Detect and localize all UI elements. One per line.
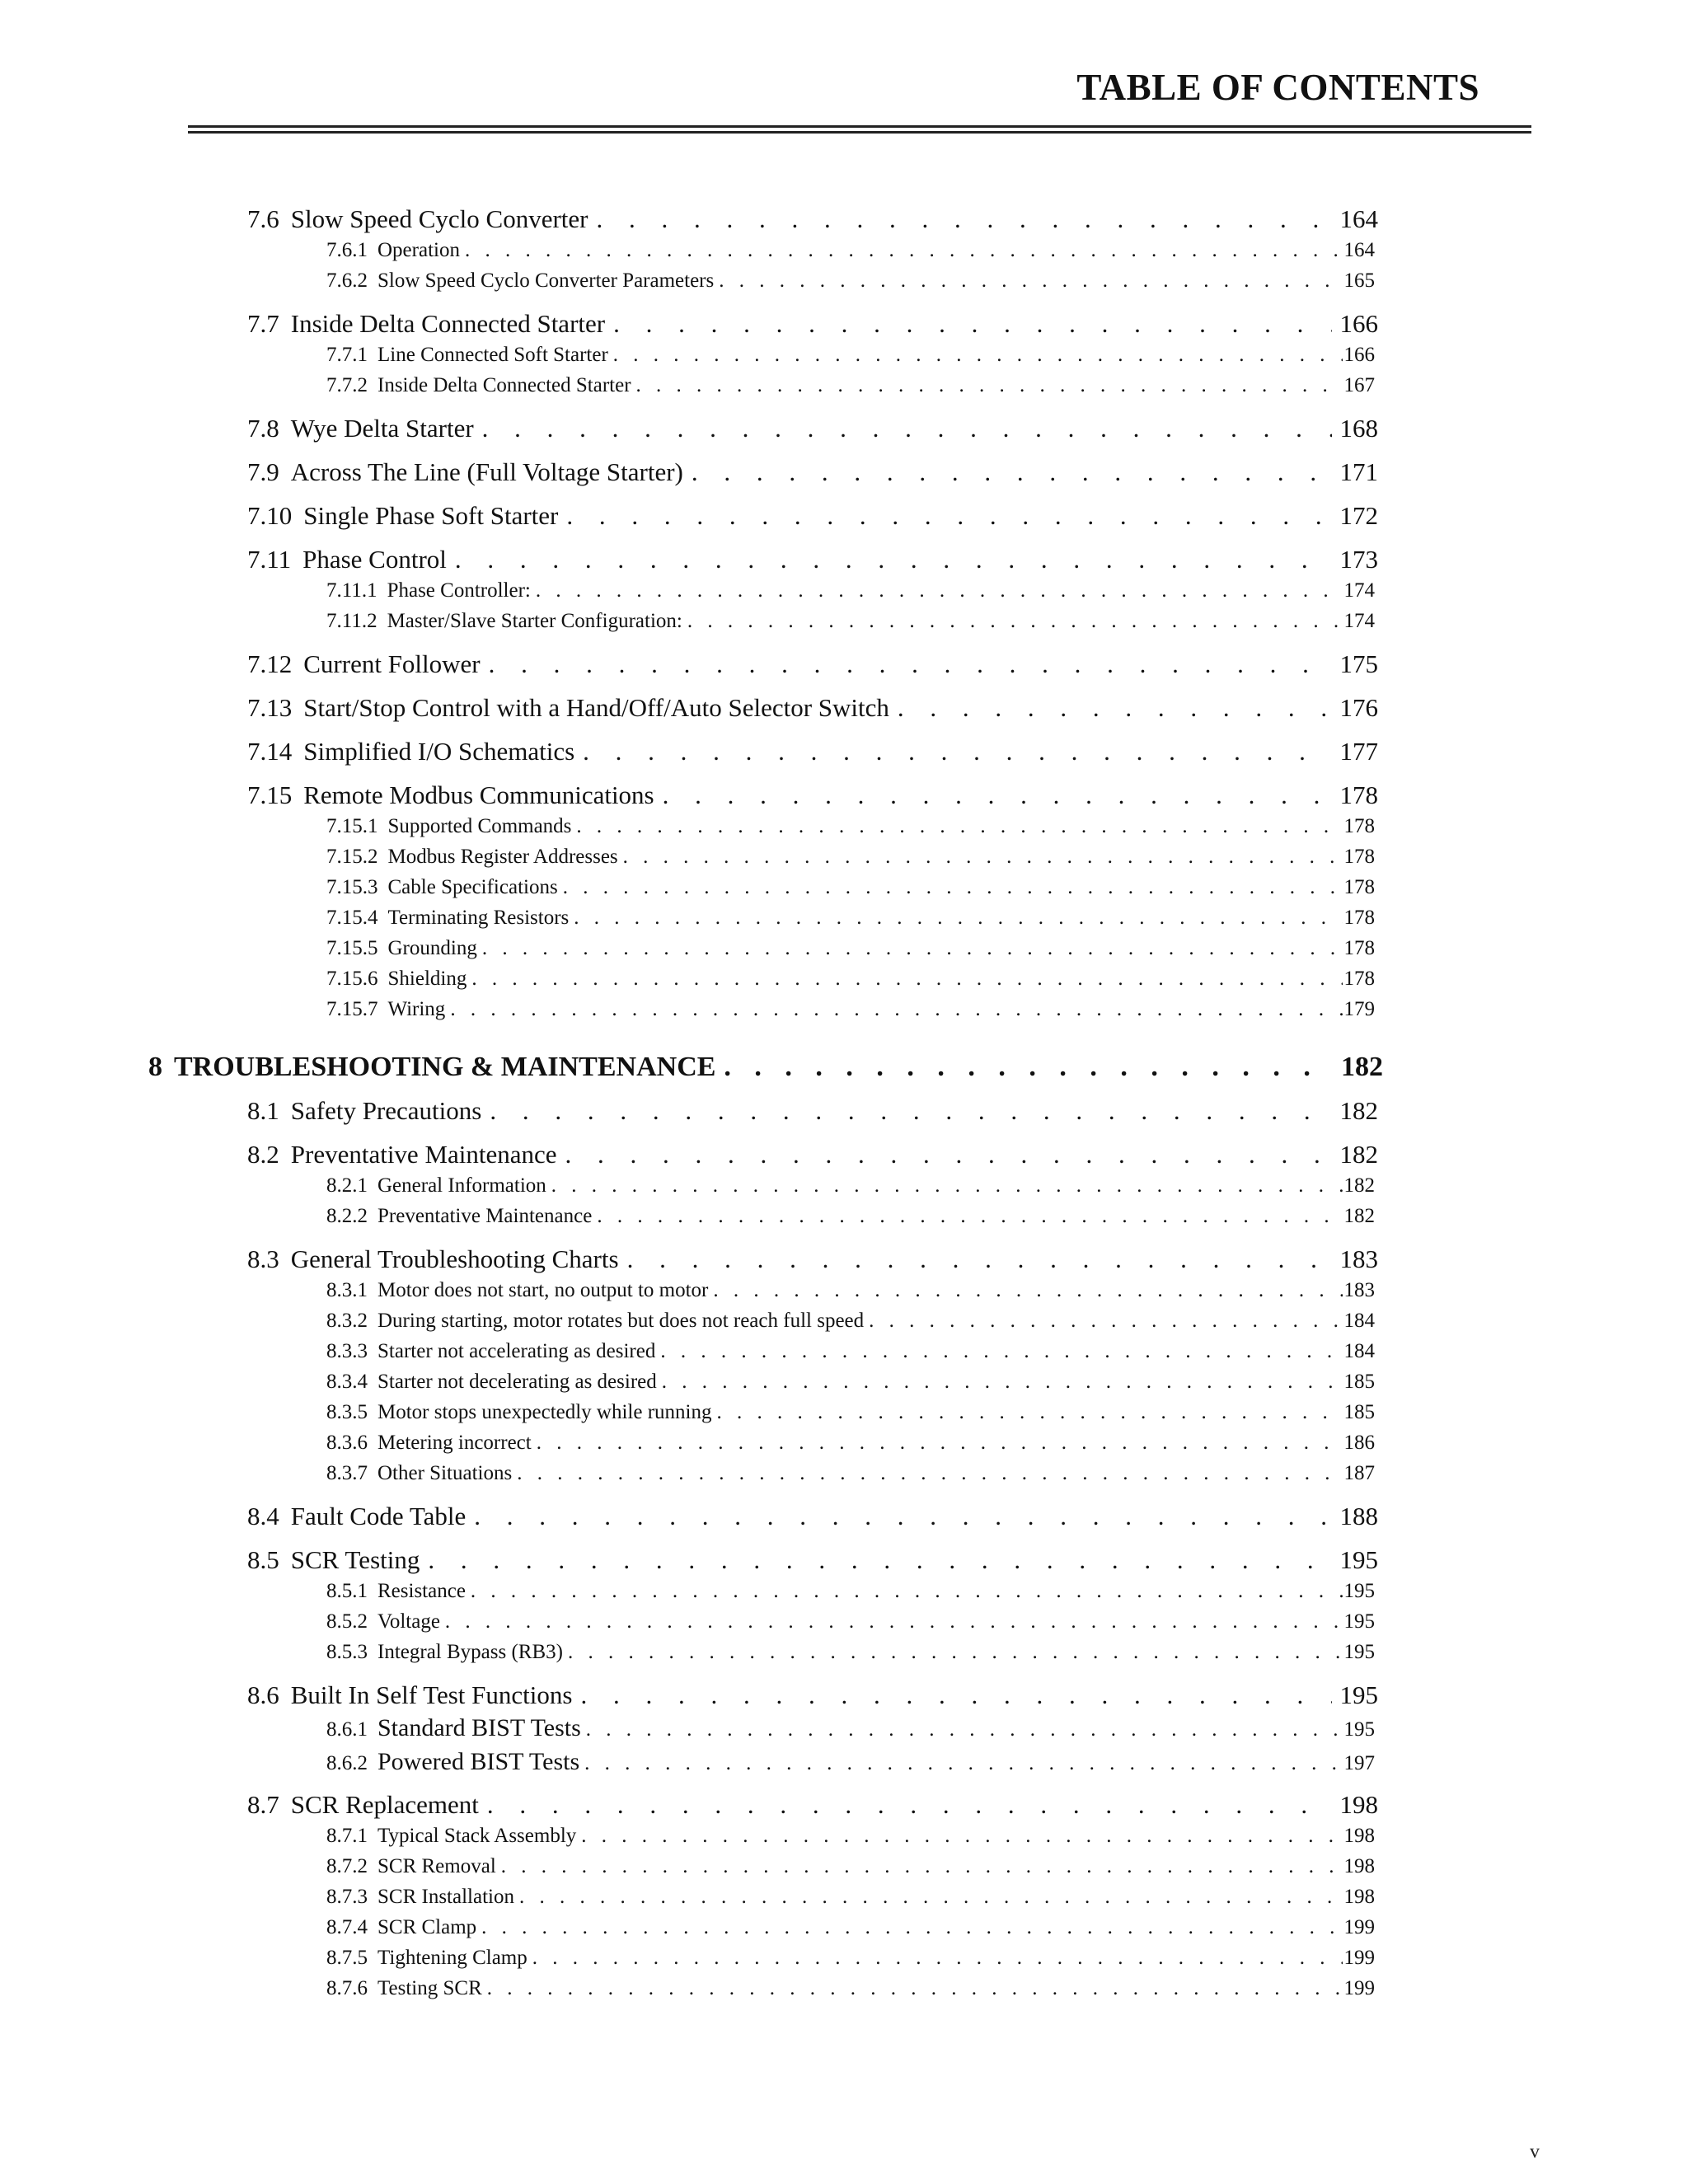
toc-page-number: 195	[1339, 1545, 1378, 1574]
toc-page-number: 183	[1339, 1244, 1378, 1273]
page-title: TABLE OF CONTENTS	[1076, 67, 1479, 108]
toc-section-entry[interactable]	[247, 1244, 1378, 1274]
toc-entry-title: Starter not decelerating as desired	[377, 1371, 657, 1393]
toc-section-entry[interactable]	[247, 693, 1378, 723]
toc-dot-leader	[898, 693, 1332, 723]
toc-entry-number: 7.7	[247, 309, 279, 338]
toc-entry-title: Phase Controller:	[387, 579, 531, 602]
toc-dot-leader	[471, 968, 1342, 991]
toc-page-number: 175	[1339, 649, 1378, 678]
toc-dot-leader	[465, 239, 1343, 263]
toc-entry-number: 8.7.5	[326, 1947, 368, 1969]
toc-page-number: 178	[1343, 968, 1375, 990]
toc-subsection-entry[interactable]	[326, 1748, 1375, 1777]
toc-entry-title: Cable Specifications	[387, 876, 558, 898]
toc-dot-leader	[563, 876, 1343, 900]
toc-page-number: 182	[1339, 1096, 1378, 1125]
toc-page-number: 188	[1339, 1502, 1378, 1530]
toc-dot-leader	[692, 457, 1332, 487]
toc-entry-title: Voltage	[377, 1610, 440, 1633]
toc-entry-number: 7.15.5	[326, 937, 378, 959]
toc-subsection-entry[interactable]	[326, 907, 1375, 930]
toc-page-number: 184	[1343, 1310, 1375, 1332]
toc-entry-number: 7.8	[247, 414, 279, 443]
toc-entry-number: 7.13	[247, 693, 293, 722]
toc-dot-leader	[583, 737, 1331, 766]
toc-dot-leader	[445, 1610, 1343, 1634]
toc-entry-title: Modbus Register Addresses	[387, 846, 618, 868]
toc-dot-leader	[687, 610, 1343, 634]
toc-page-number: 195	[1343, 1718, 1375, 1741]
toc-subsection-entry[interactable]	[326, 937, 1375, 961]
toc-page-number: 178	[1343, 907, 1375, 929]
toc-entry-title: Fault Code Table	[290, 1502, 467, 1530]
toc-dot-leader	[519, 1886, 1343, 1910]
toc-dot-leader	[581, 1825, 1342, 1849]
toc-page-number: 185	[1343, 1401, 1375, 1423]
toc-page-number: 195	[1343, 1610, 1375, 1633]
toc-entry-title: Motor does not start, no output to motor	[377, 1279, 709, 1301]
toc-entry-number: 7.15.1	[326, 815, 378, 837]
toc-section-entry[interactable]	[247, 309, 1378, 339]
toc-subsection-entry[interactable]	[326, 579, 1375, 603]
toc-entry-number: 7.15.3	[326, 876, 378, 898]
toc-dot-leader	[713, 1279, 1342, 1303]
toc-entry-number: 8.3.6	[326, 1432, 368, 1454]
toc-entry-number: 8.3.7	[326, 1462, 368, 1484]
toc-subsection-entry[interactable]	[326, 1977, 1375, 2001]
toc-entry-title: During starting, motor rotates but does not reach full speed	[377, 1310, 865, 1332]
toc-entry-number: 7.14	[247, 737, 293, 766]
toc-page-number: 174	[1343, 579, 1375, 602]
toc-dot-leader	[568, 1641, 1343, 1665]
toc-entry-number: 8.7.1	[326, 1825, 368, 1847]
toc-entry-number: 8.2.1	[326, 1174, 368, 1197]
toc-page-number: 184	[1343, 1340, 1375, 1362]
toc-entry-number: 7.10	[247, 501, 293, 530]
toc-subsection-entry[interactable]	[326, 1855, 1375, 1879]
toc-entry-number: 7.11.1	[326, 579, 377, 602]
toc-entry-title: Inside Delta Connected Starter	[290, 309, 606, 338]
toc-subsection-entry[interactable]	[326, 1310, 1375, 1333]
toc-subsection-entry[interactable]	[326, 344, 1375, 368]
toc-entry-number: 7.15.4	[326, 907, 378, 929]
toc-page-number: 198	[1343, 1825, 1375, 1847]
toc-entry-number: 8.5.3	[326, 1641, 368, 1663]
toc-dot-leader	[613, 344, 1343, 368]
toc-dot-leader	[474, 1502, 1331, 1531]
toc-page-number: 164	[1339, 204, 1378, 233]
toc-subsection-entry[interactable]	[326, 1401, 1375, 1425]
toc-subsection-entry[interactable]	[326, 1610, 1375, 1634]
toc-entry-title: Single Phase Soft Starter	[303, 501, 559, 530]
toc-page-number: 199	[1343, 1977, 1375, 1999]
toc-page-number: 164	[1343, 239, 1375, 261]
toc-subsection-entry[interactable]	[326, 1371, 1375, 1394]
toc-page-number: 198	[1343, 1886, 1375, 1908]
toc-dot-leader	[501, 1855, 1343, 1879]
toc-entry-number: 8.3	[247, 1244, 279, 1273]
toc-entry-title: Preventative Maintenance	[377, 1205, 593, 1227]
toc-section-entry[interactable]	[247, 1545, 1378, 1575]
toc-entry-number: 7.15.6	[326, 968, 378, 990]
toc-subsection-entry[interactable]	[326, 1886, 1375, 1910]
toc-entry-number: 7.7.2	[326, 374, 368, 396]
toc-page-number: 199	[1343, 1916, 1375, 1938]
toc-entry-title: Wye Delta Starter	[290, 414, 474, 443]
toc-page-number: 183	[1343, 1279, 1375, 1301]
toc-entry-title: Phase Control	[302, 545, 447, 574]
toc-page-number: 178	[1339, 780, 1378, 809]
toc-subsection-entry[interactable]	[326, 269, 1375, 293]
toc-entry-number: 8.1	[247, 1096, 279, 1125]
toc-page-number: 186	[1343, 1432, 1375, 1454]
toc-entry-title: Testing SCR	[377, 1977, 482, 1999]
toc-page-number: 167	[1343, 374, 1375, 396]
toc-entry-number: 8.3.2	[326, 1310, 368, 1332]
toc-section-entry[interactable]	[247, 1502, 1378, 1531]
toc-dot-leader	[517, 1462, 1342, 1486]
toc-subsection-entry[interactable]	[326, 1340, 1375, 1364]
toc-section-entry[interactable]	[247, 1140, 1378, 1169]
toc-page-number: 174	[1343, 610, 1375, 632]
toc-entry-title: Remote Modbus Communications	[303, 780, 654, 809]
toc-entry-number: 8.7.6	[326, 1977, 368, 1999]
toc-subsection-entry[interactable]	[326, 998, 1375, 1022]
toc-entry-number: 8.5.2	[326, 1610, 368, 1633]
toc-dot-leader	[623, 846, 1343, 869]
toc-dot-leader	[537, 1432, 1343, 1455]
toc-entry-title: Slow Speed Cyclo Converter	[290, 204, 588, 233]
toc-entry-number: 8.6.2	[326, 1752, 368, 1774]
toc-section-entry[interactable]	[247, 1790, 1378, 1820]
toc-page-number: 182	[1343, 1205, 1375, 1227]
toc-entry-number: 8.3.5	[326, 1401, 368, 1423]
toc-entry-number: 8	[148, 1052, 162, 1082]
toc-dot-leader	[455, 545, 1332, 574]
toc-page-number: 195	[1343, 1641, 1375, 1663]
toc-page-number: 178	[1343, 937, 1375, 959]
toc-dot-leader	[627, 1244, 1332, 1274]
toc-entry-title: TROUBLESHOOTING & MAINTENANCE	[174, 1052, 716, 1082]
toc-entry-number: 8.3.4	[326, 1371, 368, 1393]
toc-subsection-entry[interactable]	[326, 968, 1375, 991]
toc-entry-title: Simplified I/O Schematics	[303, 737, 575, 766]
toc-dot-leader	[481, 1916, 1342, 1940]
toc-entry-title: Wiring	[387, 998, 446, 1020]
toc-page-number: 195	[1343, 1580, 1375, 1602]
toc-entry-title: Motor stops unexpectedly while running	[377, 1401, 712, 1423]
toc-entry-title: Resistance	[377, 1580, 466, 1602]
toc-entry-number: 7.11.2	[326, 610, 377, 632]
toc-entry-title: SCR Clamp	[377, 1916, 477, 1938]
toc-entry-number: 7.6.1	[326, 239, 368, 261]
toc-page-number: 185	[1343, 1371, 1375, 1393]
toc-entry-title: Integral Bypass (RB3)	[377, 1641, 563, 1663]
toc-section-entry[interactable]	[247, 1096, 1378, 1126]
toc-subsection-entry[interactable]	[326, 1432, 1375, 1455]
toc-subsection-entry[interactable]	[326, 1947, 1375, 1971]
toc-entry-title: SCR Removal	[377, 1855, 496, 1877]
toc-entry-title: Built In Self Test Functions	[290, 1680, 573, 1709]
toc-subsection-entry[interactable]	[326, 1825, 1375, 1849]
page-number: v	[1530, 2141, 1540, 2163]
toc-entry-number: 8.6.1	[326, 1718, 368, 1741]
toc-dot-leader	[536, 579, 1343, 603]
toc-dot-leader	[532, 1947, 1343, 1971]
toc-entry-title: Across The Line (Full Voltage Starter)	[290, 457, 683, 486]
toc-entry-number: 7.15	[247, 780, 293, 809]
toc-dot-leader	[471, 1580, 1343, 1604]
toc-subsection-entry[interactable]	[326, 1580, 1375, 1604]
toc-entry-number: 7.15.7	[326, 998, 378, 1020]
toc-entry-title: General Troubleshooting Charts	[290, 1244, 619, 1273]
toc-dot-leader	[489, 649, 1332, 679]
toc-entry-title: SCR Installation	[377, 1886, 514, 1908]
toc-subsection-entry[interactable]	[326, 1174, 1375, 1198]
toc-dot-leader	[487, 1790, 1332, 1820]
toc-page-number: 166	[1343, 344, 1375, 366]
toc-entry-title: Shielding	[387, 968, 467, 990]
toc-entry-number: 8.3.1	[326, 1279, 368, 1301]
toc-page-number: 178	[1343, 846, 1375, 868]
toc-subsection-entry[interactable]	[326, 815, 1375, 839]
toc-dot-leader	[487, 1977, 1343, 2001]
toc-dot-leader	[717, 1401, 1343, 1425]
toc-subsection-entry[interactable]	[326, 1462, 1375, 1486]
toc-page-number: 198	[1343, 1855, 1375, 1877]
toc-subsection-entry[interactable]	[326, 239, 1375, 263]
toc-dot-leader	[580, 1680, 1331, 1710]
toc-page-number: 195	[1339, 1680, 1378, 1709]
toc-subsection-entry[interactable]	[326, 1714, 1375, 1743]
toc-page-number: 165	[1343, 269, 1375, 292]
toc-dot-leader	[636, 374, 1343, 398]
toc-dot-leader	[565, 1140, 1332, 1169]
toc-entry-number: 8.2	[247, 1140, 279, 1169]
toc-entry-title: Terminating Resistors	[387, 907, 570, 929]
toc-entry-number: 8.4	[247, 1502, 279, 1530]
toc-subsection-entry[interactable]	[326, 610, 1375, 634]
toc-subsection-entry[interactable]	[326, 1641, 1375, 1665]
toc-entry-title: Standard BIST Tests	[377, 1714, 581, 1741]
toc-dot-leader	[566, 501, 1331, 531]
toc-subsection-entry[interactable]	[326, 374, 1375, 398]
toc-entry-title: Safety Precautions	[290, 1096, 482, 1125]
toc-dot-leader	[490, 1096, 1331, 1126]
toc-entry-title: General Information	[377, 1174, 546, 1197]
toc-page-number: 187	[1343, 1462, 1375, 1484]
toc-dot-leader	[482, 937, 1343, 961]
toc-page-number: 197	[1343, 1752, 1375, 1774]
toc-dot-leader	[597, 1205, 1342, 1229]
toc-page-number: 178	[1343, 815, 1375, 837]
toc-subsection-entry[interactable]	[326, 1205, 1375, 1229]
toc-entry-title: Start/Stop Control with a Hand/Off/Auto Selector Switch	[303, 693, 889, 722]
toc-section-entry[interactable]	[247, 414, 1378, 443]
toc-dot-leader	[613, 309, 1331, 339]
toc-page-number: 166	[1339, 309, 1378, 338]
toc-entry-title: SCR Replacement	[290, 1790, 479, 1819]
toc-entry-title: Starter not accelerating as desired	[377, 1340, 656, 1362]
toc-page-number: 199	[1343, 1947, 1375, 1969]
toc-entry-title: Operation	[377, 239, 460, 261]
toc-subsection-entry[interactable]	[326, 876, 1375, 900]
toc-dot-leader	[574, 907, 1342, 930]
toc-page-number: 182	[1341, 1052, 1383, 1082]
toc-section-entry[interactable]	[247, 780, 1378, 810]
toc-section-entry[interactable]	[247, 457, 1378, 487]
toc-dot-leader	[584, 1748, 1342, 1777]
toc-dot-leader	[597, 204, 1332, 234]
toc-dot-leader	[869, 1310, 1342, 1333]
toc-dot-leader	[428, 1545, 1331, 1575]
toc-entry-title: Grounding	[387, 937, 477, 959]
toc-entry-title: Master/Slave Starter Configuration:	[387, 610, 682, 632]
toc-dot-leader	[660, 1340, 1342, 1364]
toc-page-number: 179	[1343, 998, 1375, 1020]
toc-page-number: 182	[1339, 1140, 1378, 1169]
toc-entry-number: 7.12	[247, 649, 293, 678]
toc-entry-title: Inside Delta Connected Starter	[377, 374, 631, 396]
toc-page-number: 177	[1339, 737, 1378, 766]
toc-dot-leader	[482, 414, 1332, 443]
toc-page-number: 182	[1343, 1174, 1375, 1197]
toc-page-number: 168	[1339, 414, 1378, 443]
toc-entry-title: Powered BIST Tests	[377, 1748, 580, 1775]
toc-dot-leader	[663, 780, 1332, 810]
toc-entry-number: 8.5.1	[326, 1580, 368, 1602]
toc-entry-number: 8.7	[247, 1790, 279, 1819]
toc-entry-number: 7.6	[247, 204, 279, 233]
toc-section-entry[interactable]	[247, 501, 1378, 531]
toc-dot-leader	[586, 1714, 1343, 1743]
toc-entry-title: Typical Stack Assembly	[377, 1825, 577, 1847]
toc-page-number: 172	[1339, 501, 1378, 530]
toc-section-entry[interactable]	[247, 649, 1378, 679]
toc-page-number: 171	[1339, 457, 1378, 486]
toc-subsection-entry[interactable]	[326, 1279, 1375, 1303]
toc-dot-leader	[450, 998, 1342, 1022]
toc-entry-number: 7.15.2	[326, 846, 378, 868]
toc-page-number: 178	[1343, 876, 1375, 898]
toc-dot-leader	[724, 1051, 1333, 1083]
toc-entry-number: 7.6.2	[326, 269, 368, 292]
toc-entry-number: 8.6	[247, 1680, 279, 1709]
toc-entry-number: 8.3.3	[326, 1340, 368, 1362]
toc-subsection-entry[interactable]	[326, 846, 1375, 869]
toc-entry-title: SCR Testing	[290, 1545, 420, 1574]
toc-subsection-entry[interactable]	[326, 1916, 1375, 1940]
toc-entry-title: Line Connected Soft Starter	[377, 344, 608, 366]
toc-entry-title: Tightening Clamp	[377, 1947, 528, 1969]
toc-dot-leader	[719, 269, 1342, 293]
toc-entry-number: 8.7.2	[326, 1855, 368, 1877]
toc-entry-title: Current Follower	[303, 649, 481, 678]
toc-dot-leader	[662, 1371, 1343, 1394]
toc-section-entry[interactable]	[247, 204, 1378, 234]
toc-entry-number: 7.11	[247, 545, 292, 574]
toc-section-entry[interactable]	[247, 1680, 1378, 1710]
toc-page-number: 198	[1339, 1790, 1378, 1819]
toc-entry-title: Other Situations	[377, 1462, 513, 1484]
toc-section-entry[interactable]	[247, 737, 1378, 766]
toc-entry-title: Metering incorrect	[377, 1432, 532, 1454]
toc-entry-title: Slow Speed Cyclo Converter Parameters	[377, 269, 715, 292]
toc-dot-leader	[551, 1174, 1343, 1198]
toc-entry-title: Supported Commands	[387, 815, 572, 837]
toc-dot-leader	[576, 815, 1342, 839]
toc-page-number: 176	[1339, 693, 1378, 722]
toc-page-number: 173	[1339, 545, 1378, 574]
toc-entry-number: 7.7.1	[326, 344, 368, 366]
toc-entry-title: Preventative Maintenance	[290, 1140, 557, 1169]
toc-chapter-entry[interactable]	[148, 1051, 1383, 1083]
toc-section-entry[interactable]	[247, 545, 1378, 574]
toc-entry-number: 7.9	[247, 457, 279, 486]
toc-entry-number: 8.5	[247, 1545, 279, 1574]
toc-entry-number: 8.7.3	[326, 1886, 368, 1908]
toc-entry-number: 8.2.2	[326, 1205, 368, 1227]
toc-entry-number: 8.7.4	[326, 1916, 368, 1938]
